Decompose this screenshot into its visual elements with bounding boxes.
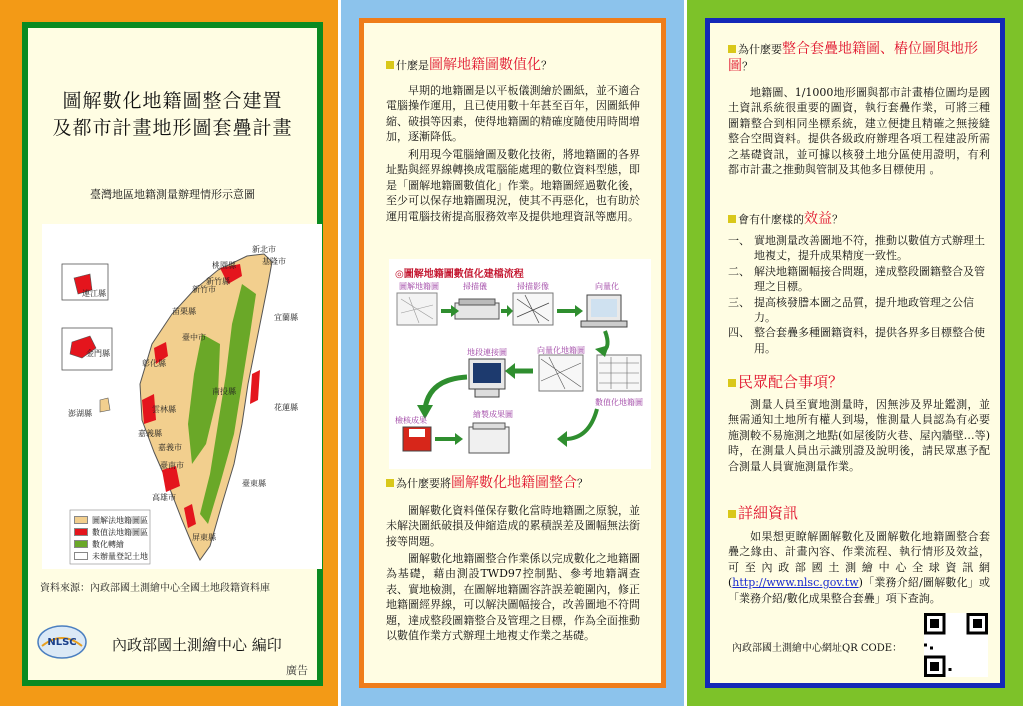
flow-label: 向量化地籍圖 <box>537 346 585 355</box>
nlsc-logo <box>36 620 108 664</box>
map-region-label: 嘉義縣 <box>138 429 162 438</box>
map-region-label: 高雄市 <box>152 493 176 502</box>
bullet-square-icon <box>728 510 736 518</box>
qr-code[interactable] <box>924 613 988 677</box>
logo-text: NLSC <box>47 637 77 648</box>
flow-label: 數值化地籍圖 <box>595 398 643 407</box>
legend-label: 未辦量登記土地 <box>92 551 148 561</box>
legend-item <box>74 550 148 562</box>
legend-swatch <box>74 516 88 524</box>
legend-label: 圖解法地籍圖區 <box>92 515 148 525</box>
section-heading-benefits: 會有什麼樣的效益？ <box>728 211 843 228</box>
ad-label: 廣告 <box>286 664 308 677</box>
flow-title: ◎圖解地籍圖數值化建檔流程 <box>395 269 524 280</box>
section-heading-public-cooperation: 民眾配合事項？ <box>728 374 843 392</box>
paragraph: 早期的地籍圖是以平板儀測繪於圖紙，並不適合電腦操作運用，且已使用數十年甚至百年，因圖紙伸縮、破損等因素，使得地籍圖的精確度隨使用時間增加，逐漸降低。 <box>386 84 640 144</box>
paragraph: 如果想更瞭解圖解數化及圖解數化地籍圖整合套疊之緣由、計畫內容、作業流程、執行情形及效益，可至內政部國土測繪中心全球資訊網(http://www.nlsc.gov.tw)「業務介紹/圖解數化」或「業務介紹/數化成果整合套疊」項下查詢。 <box>728 530 990 605</box>
map-region-label: 新竹縣 <box>206 277 230 286</box>
map-region-label: 基隆市 <box>262 257 286 266</box>
map-region-label: 澎湖縣 <box>68 409 92 418</box>
section-heading-what-is: 什麼是圖解地籍圖數值化？ <box>386 57 552 74</box>
bullet-square-icon <box>728 45 736 53</box>
legend-swatch <box>74 540 88 548</box>
flow-label: 地段連接圖 <box>467 348 507 357</box>
map-region-label: 臺南市 <box>160 461 184 470</box>
map-caption: 臺灣地區地籍測量辦理情形示意圖 <box>90 188 255 201</box>
paragraph: 地籍圖、1/1000地形圖與都市計畫樁位圖均是國土資訊系統很重要的圖資，執行套疊作業，可將三種圖籍整合到相同坐標系統，建立便捷且精確之無接縫整合空間資料。提供各級政府辦理各項工程建設所需之基礎資訊，並可據以核發土地分區使用證明，有利都市計畫之推動與管制及其他多目標使用 。 <box>728 86 990 177</box>
paragraph: 圖解數化地籍圖整合作業係以完成數化之地籍圖為基礎，藉由測設TWD97控制點、參考地籍調查表、實地檢測，在圖解地籍圖容許誤差範圍內，修正地籍圖經界線，可以解決圖幅接合，改善圖地不符問題，達成整段圖籍整合及管理之目標，作為全面推動以數值作業方式辦理土地複丈作業之基礎。 <box>386 552 640 643</box>
paragraph: 測量人員至實地測量時，因無涉及界址鑑測，並無需通知土地所有權人到場，惟測量人員認為有必要施測較不易施測之地點(如屋後防火巷、屋內牆壁…等)時，在測量人員出示識別證及說明後，請民眾惠予配合測量人員實施測量作業。 <box>728 398 990 473</box>
bullet-square-icon <box>728 215 736 223</box>
legend-item <box>74 538 148 550</box>
map-region-label: 宜蘭縣 <box>274 313 298 322</box>
list-item: 二、 解決地籍圖幅接合問題，達成整段圖籍整合及管理之目標。 <box>728 264 985 294</box>
legend-label: 數化轉繪 <box>92 539 124 549</box>
legend-label: 數值法地籍圖區 <box>92 527 148 537</box>
qr-caption: 內政部國土測繪中心網址QR CODE： <box>732 643 903 654</box>
title-line-1: 圖解數化地籍圖整合建置 <box>62 90 283 112</box>
map-region-label: 金門縣 <box>86 349 110 358</box>
map-region-label: 雲林縣 <box>152 405 176 414</box>
benefits-list <box>728 233 990 356</box>
flow-label: 繪製成果圖 <box>473 410 513 419</box>
section-heading-why-integrate: 為什麼要將圖解數化地籍圖整合？ <box>386 475 588 492</box>
list-item: 三、 提高核發謄本圖之品質，提升地政管理之公信力。 <box>728 295 974 325</box>
paragraph: 圖解數化資料僅保存數化當時地籍圖之原貌，並未解決圖紙破損及伸縮造成的累積誤差及圖幅無法銜接等問題。 <box>386 504 640 548</box>
map-region-label: 臺東縣 <box>242 479 266 488</box>
bullet-square-icon <box>386 61 394 69</box>
publisher: 內政部國土測繪中心 編印 <box>112 636 282 654</box>
map-region-label: 屏東縣 <box>192 533 216 542</box>
legend-swatch <box>74 552 88 560</box>
section-heading-why-overlay: 為什麼要整合套疊地籍圖、樁位圖與地形圖？ <box>728 41 978 74</box>
map-region-label: 彰化縣 <box>142 359 166 368</box>
map-region-label: 新北市 <box>252 245 276 254</box>
panel-middle-frame <box>341 0 684 706</box>
bullet-square-icon <box>728 379 736 387</box>
flow-label: 掃描儀 <box>463 282 487 291</box>
list-item: 四、 整合套疊多種圖籍資料，提供各界多目標整合使用。 <box>728 326 985 355</box>
panel-left-frame <box>0 0 338 706</box>
panel-left <box>22 22 323 686</box>
flow-label: 檢核成果 <box>395 416 427 425</box>
brochure-title <box>28 88 317 142</box>
map-region-label: 桃園縣 <box>212 261 236 270</box>
paragraph: 利用現今電腦繪圖及數化技術，將地籍圖的各界址點與經界線轉換成電腦能處理的數位資料型態，即是「圖解地籍圖數值化」作業。地籍圖經過數化後，至少可以保存地籍圖現況，使其不再惡化，也有助於運用電腦技術提高服務效率及提供地理資訊等應用。 <box>386 148 640 223</box>
flow-label: 掃描影像 <box>517 282 549 291</box>
map-region-label: 苗栗縣 <box>172 307 196 316</box>
map-legend <box>74 514 148 562</box>
panel-middle <box>359 18 666 688</box>
map-region-label: 新竹市 <box>192 285 216 294</box>
nlsc-website-link[interactable]: http://www.nlsc.gov.tw <box>732 576 859 590</box>
legend-item <box>74 514 148 526</box>
list-item: 一、 實地測量改善圖地不符，推動以數值方式辦理土地複丈，提升成果精度一致性。 <box>728 234 985 263</box>
data-source: 資料來源：內政部國土測繪中心全國土地段籍資料庫 <box>40 583 270 594</box>
map-region-label: 嘉義市 <box>158 443 182 452</box>
bullet-square-icon <box>386 479 394 487</box>
legend-swatch <box>74 528 88 536</box>
legend-item <box>74 526 148 538</box>
title-line-2: 及都市計畫地形圖套疊計畫 <box>52 117 293 139</box>
digitization-flow-diagram <box>389 259 651 469</box>
map-region-label: 南投縣 <box>212 387 236 396</box>
flow-label: 圖解地籍圖 <box>399 282 439 291</box>
section-heading-details: 詳細資訊 <box>728 505 798 523</box>
flow-label: 向量化 <box>595 282 619 291</box>
map-region-label: 花蓮縣 <box>274 403 298 412</box>
panel-right-frame <box>687 0 1023 706</box>
map-region-label: 臺中市 <box>182 333 206 342</box>
map-region-label: 連江縣 <box>82 289 106 298</box>
taiwan-cadastral-map <box>42 224 322 569</box>
panel-right <box>705 18 1005 688</box>
